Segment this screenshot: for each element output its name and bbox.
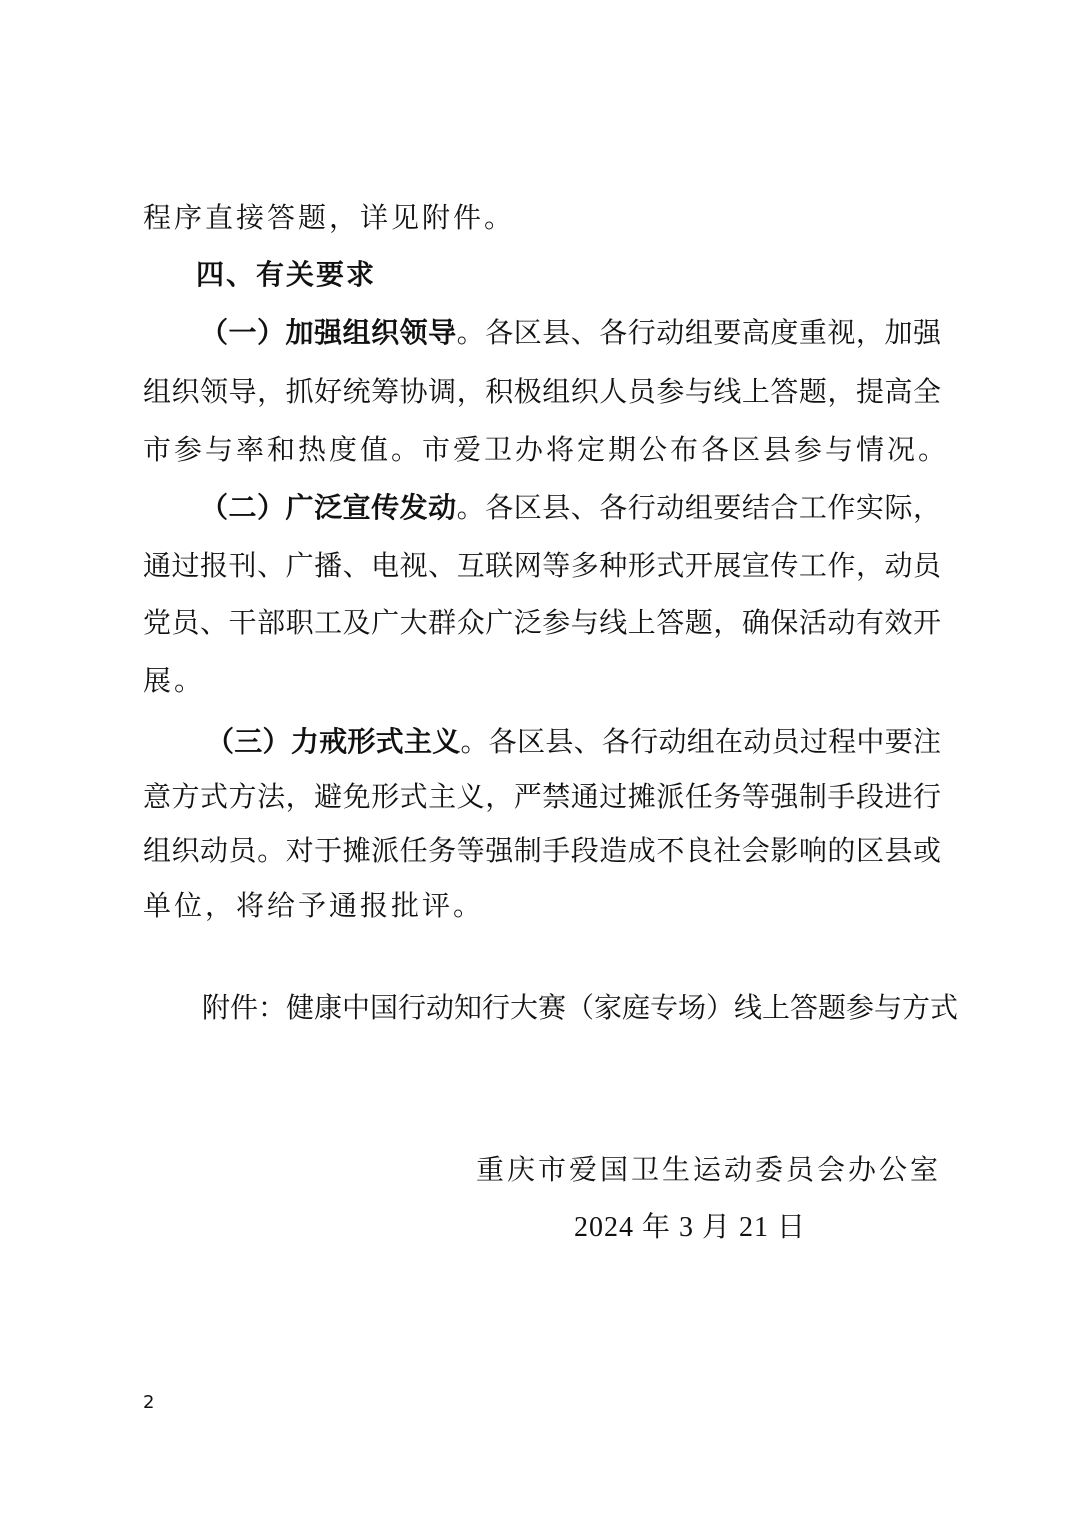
page-number: 2 bbox=[143, 1392, 155, 1413]
item-3-line-4: 单位，将给予通报批评。 bbox=[143, 889, 485, 922]
item-2-line-3: 党员、干部职工及广大群众广泛参与线上答题，确保活动有效开 bbox=[143, 606, 941, 639]
item-1-line-3: 市参与率和热度值。市爱卫办将定期公布各区县参与情况。 bbox=[143, 433, 950, 466]
item-3-title: （三）力戒形式主义 bbox=[206, 725, 461, 758]
paragraph-continuation: 程序直接答题，详见附件。 bbox=[143, 201, 516, 234]
item-2-title: （二）广泛宣传发动 bbox=[200, 491, 457, 524]
section-heading: 四、有关要求 bbox=[196, 258, 377, 291]
item-1-text-0: 。各区县、各行动组要高度重视，加强 bbox=[456, 316, 941, 349]
item-3-first-line bbox=[206, 722, 941, 762]
item-3-text-0: 。各区县、各行动组在动员过程中要注 bbox=[460, 725, 941, 758]
item-1-title: （一）加强组织领导 bbox=[200, 316, 457, 349]
item-3-line-2: 意方式方法，避免形式主义，严禁通过摊派任务等强制手段进行 bbox=[143, 780, 941, 813]
item-1-line-2: 组织领导，抓好统筹协调，积极组织人员参与线上答题，提高全 bbox=[143, 375, 941, 408]
item-2-first-line bbox=[200, 488, 941, 528]
item-1-first-line bbox=[200, 313, 941, 353]
item-2-line-2: 通过报刊、广播、电视、互联网等多种形式开展宣传工作，动员 bbox=[143, 549, 941, 582]
item-2-line-4: 展。 bbox=[143, 664, 206, 697]
issue-date: 2024 年 3 月 21 日 bbox=[573, 1212, 806, 1243]
item-2-text-0: 。各区县、各行动组要结合工作实际， bbox=[456, 491, 941, 524]
attachment-note: 附件：健康中国行动知行大赛（家庭专场）线上答题参与方式 bbox=[202, 991, 959, 1024]
item-3-line-3: 组织动员。对于摊派任务等强制手段造成不良社会影响的区县或 bbox=[143, 834, 941, 867]
issuer-name: 重庆市爱国卫生运动委员会办公室 bbox=[475, 1153, 941, 1186]
